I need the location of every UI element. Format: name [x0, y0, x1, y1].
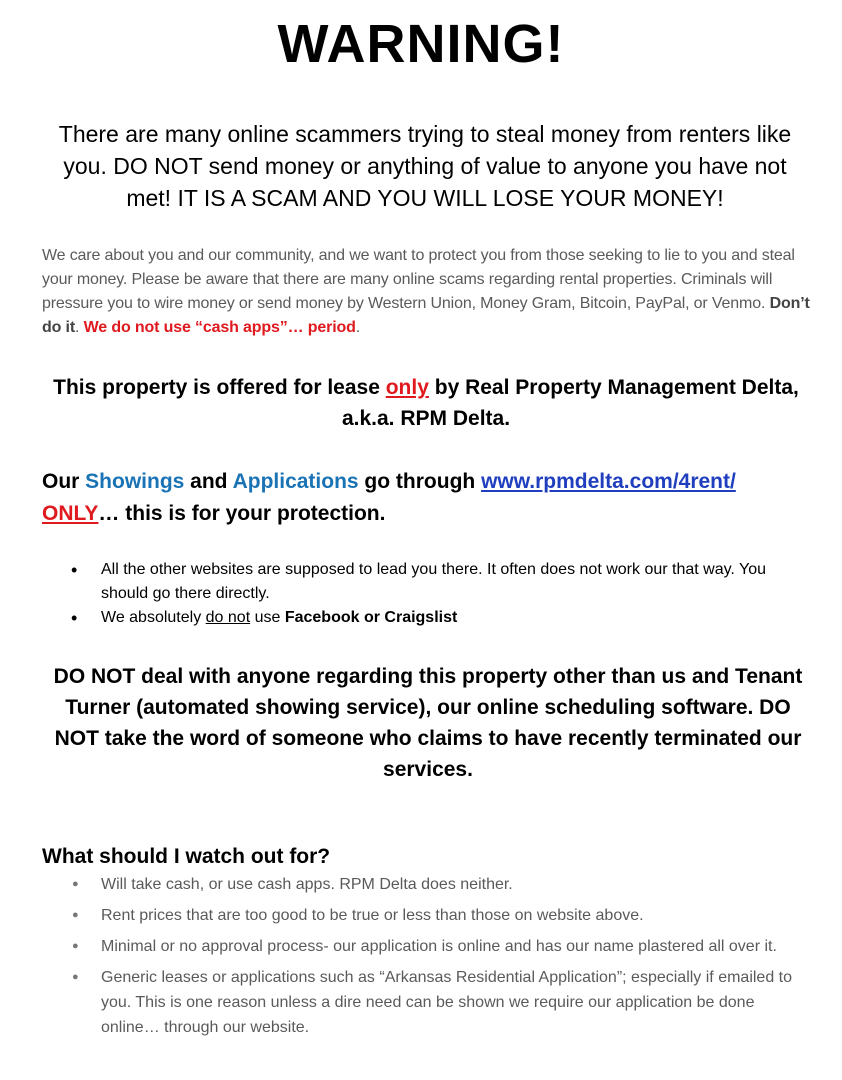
community-care-paragraph	[42, 244, 814, 340]
applications-word: Applications	[232, 470, 359, 493]
showings-only-emphasis: ONLY	[42, 502, 99, 525]
care-separator: .	[75, 319, 84, 336]
offer-after: by Real Property Management Delta, a.k.a. RPM Delta.	[341, 376, 799, 430]
no-cash-apps-text: We do not use “cash apps”… period	[83, 319, 356, 336]
list-item: • We absolutely do not use Facebook or Craigslist	[42, 606, 812, 630]
care-end: .	[355, 319, 361, 336]
offer-only-emphasis: only	[385, 376, 429, 399]
website-notes-list	[42, 558, 812, 630]
showings-our: Our	[42, 470, 86, 493]
page-title: WARNING!	[277, 14, 565, 74]
care-text: We care about you and our community, and we want to protect you from those seeking to lie to you and steal your money. Please be aware that there are many online scams regarding rental properties. Criminals will pressure you to wire money or send money by Western Union, Money Gram, Bitcoin, PayPal, or Venmo.	[42, 247, 795, 312]
facebook-craigslist-text: Facebook or Craigslist	[284, 609, 458, 626]
list-item: ● Minimal or no approval process- our application is online and has our name plastered all over it.	[42, 934, 817, 959]
lease-offer-statement	[40, 372, 812, 434]
showings-through: go through	[358, 470, 482, 493]
showings-word: Showings	[85, 470, 185, 493]
watch-out-list	[42, 872, 817, 1046]
list-item: ● Rent prices that are too good to be true or less than those on website above.	[42, 903, 817, 928]
offer-before: This property is offered for lease	[53, 376, 386, 399]
scam-warning-lead: There are many online scammers trying to steal money from renters like you. DO NOT send money or anything of value to anyone you have not met! IT IS A SCAM AND YOU WILL LOSE YOUR MONEY!	[58, 121, 792, 211]
do-not-deal-statement: DO NOT deal with anyone regarding this property other than us and Tenant Turner (automated showing service), our online scheduling software. DO NOT take the word of someone who claims to have recently terminated our services.	[53, 665, 803, 781]
showings-applications-statement	[42, 466, 822, 530]
dont-do-it-text: Don’t do it	[42, 295, 810, 336]
watch-out-heading: What should I watch out for?	[42, 845, 331, 868]
rpmdelta-rent-link[interactable]: www.rpmdelta.com/4rent/	[481, 470, 736, 493]
list-item: ● Will take cash, or use cash apps. RPM Delta does neither.	[42, 872, 817, 897]
showings-and: and	[184, 470, 233, 493]
list-item: ● Generic leases or applications such as “Arkansas Residential Application”; especially if emailed to you. This is one reason unless a dire need can be shown we require our application be done online… through our website.	[42, 965, 817, 1040]
list-item: • All the other websites are supposed to lead you there. It often does not work our that way. You should go there directly.	[42, 558, 812, 606]
showings-tail: … this is for your protection.	[98, 502, 386, 525]
do-not-underlined: do not	[205, 609, 251, 626]
